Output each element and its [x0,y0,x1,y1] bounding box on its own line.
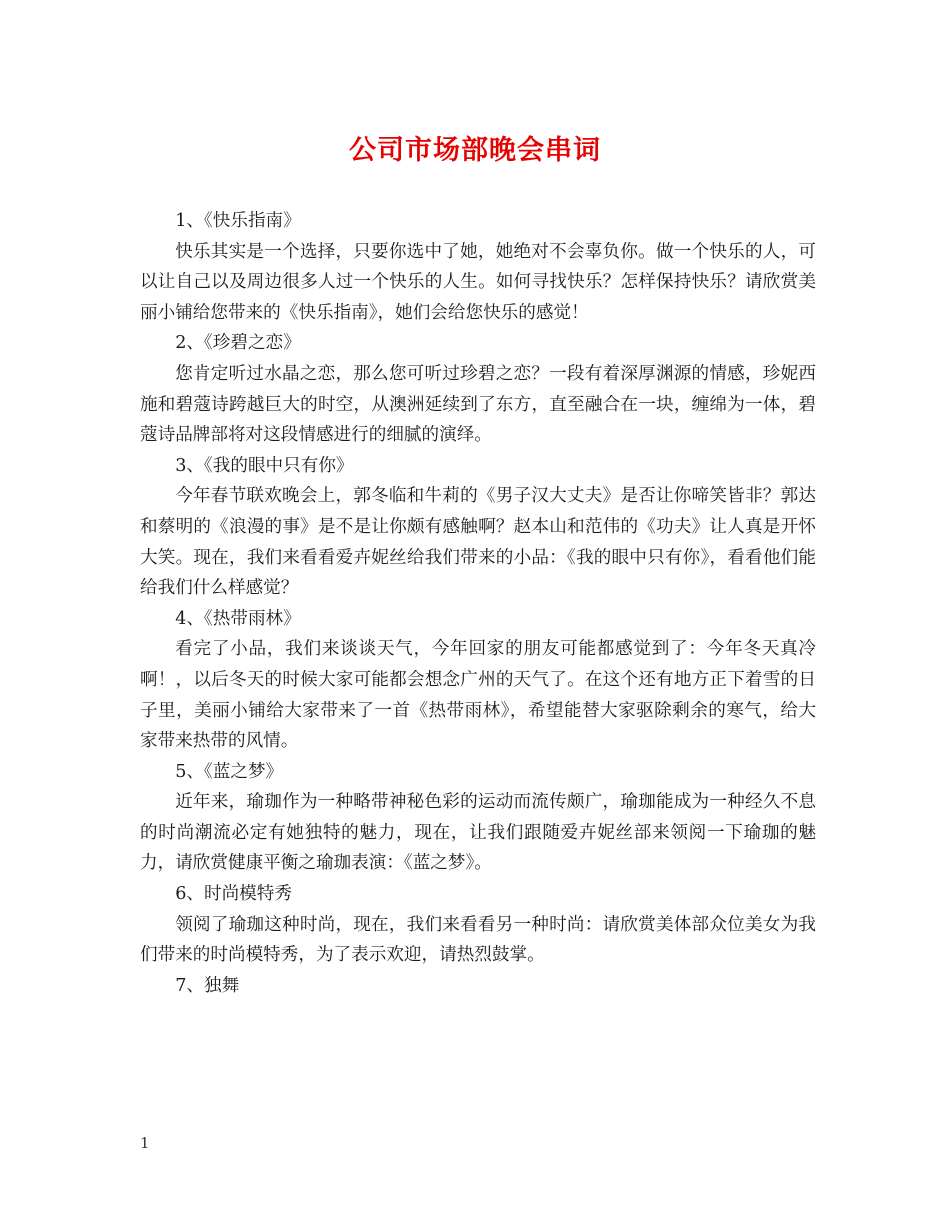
section-heading-3: 3、《我的眼中只有你》 [175,455,354,476]
document-body [140,206,816,1001]
section-heading-2: 2、《珍碧之恋》 [175,333,301,354]
section-paragraph-4: 看完了小品，我们来谈谈天气，今年回家的朋友可能都感觉到了：今年冬天真冷啊！，以后冬天的时候大家可能都会想念广州的天气了。在这个还有地方正下着雪的日子里，美丽小铺给大家带来了一首《热带雨林》，希望能替大家驱除剩余的寒气，给大家带来热带的风情。 [140,639,816,752]
section-paragraph-5: 近年来，瑜珈作为一种略带神秘色彩的运动而流传颇广，瑜珈能成为一种经久不息的时尚潮流必定有她独特的魅力，现在，让我们跟随爱卉妮丝部来领阅一下瑜珈的魅力，请欣赏健康平衡之瑜珈表演：《蓝之梦》。 [140,792,816,874]
section-paragraph-3: 今年春节联欢晚会上，郭冬临和牛莉的《男子汉大丈夫》是否让你啼笑皆非？郭达和蔡明的《浪漫的事》是不是让你颇有感触啊？赵本山和范伟的《功夫》让人真是开怀大笑。现在，我们来看看爱卉妮丝给我们带来的小品：《我的眼中只有你》，看看他们能给我们什么样感觉？ [140,486,816,599]
section-heading-7: 7、独舞 [175,975,240,996]
section-paragraph-1: 快乐其实是一个选择，只要你选中了她，她绝对不会辜负你。做一个快乐的人，可以让自己以及周边很多人过一个快乐的人生。如何寻找快乐？怎样保持快乐？请欣赏美丽小铺给您带来的《快乐指南》，她们会给您快乐的感觉！ [140,241,816,323]
document-title: 公司市场部晚会串词 [349,135,601,166]
section-paragraph-6: 领阅了瑜珈这种时尚，现在，我们来看看另一种时尚：请欣赏美体部众位美女为我们带来的时尚模特秀，为了表示欢迎，请热烈鼓掌。 [140,914,816,966]
page-number: 1 [140,1134,150,1152]
section-heading-4: 4、《热带雨林》 [175,608,301,629]
section-heading-5: 5、《蓝之梦》 [175,761,284,782]
section-heading-6: 6、时尚模特秀 [175,884,292,905]
section-paragraph-2: 您肯定听过水晶之恋，那么您可听过珍碧之恋？一段有着深厚渊源的情感，珍妮西施和碧蔻诗跨越巨大的时空，从澳洲延续到了东方，直至融合在一块，缠绵为一体，碧蔻诗品牌部将对这段情感进行的细腻的演绎。 [140,363,816,446]
section-heading-1: 1、《快乐指南》 [175,211,301,231]
